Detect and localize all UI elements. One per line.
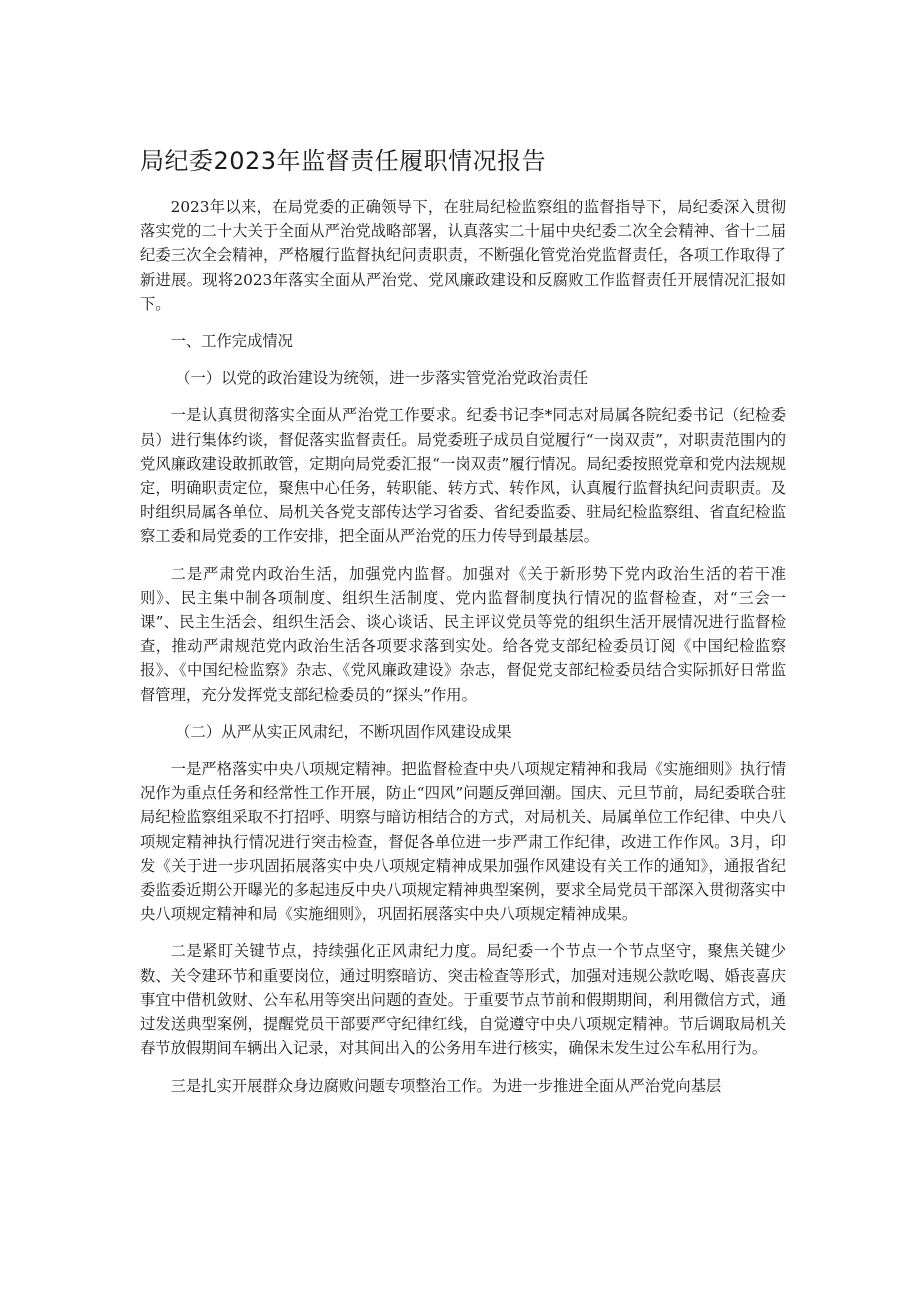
paragraph-key-nodes-discipline: 二是紧盯关键节点，持续强化正风肃纪力度。局纪委一个节点一个节点坚守，聚焦关键少数、关令建环节和重要岗位，通过明察暗访、突击检查等形式，加强对违规公款吃喝、婚丧喜庆事宜中借机敛财、公车私用等突出问题的查处。于重要节点节前和假期期间，利用微信方式，通过发送典型案例，提醒党员干部要严守纪律红线，自觉遵守中央八项规定精神。节后调取局机关春节放假期间车辆出入记录，对其间出入的公务用车进行核实，确保未发生过公车私用行为。 [140,942,786,1058]
intro-paragraph: 2023年以来，在局党委的正确领导下，在驻局纪检监察组的监督指导下，局纪委深入贯彻落实党的二十大关于全面从严治党战略部署，认真落实二十届中央纪委二次全会精神、省十二届纪委三次全会精神，严格履行监督执纪问责职责，不断强化管党治党监督责任，各项工作取得了新进展。现将2023年落实全面从严治党、党风廉政建设和反腐败工作监督责任开展情况汇报如下。 [140,198,786,313]
document-body [140,195,786,1098]
paragraph-grassroots-corruption-rectification: 三是扎实开展群众身边腐败问题专项整治工作。为进一步推进全面从严治党向基层 [170,1076,722,1095]
paragraph-eight-point-rules: 一是严格落实中央八项规定精神。把监督检查中央八项规定精神和我局《实施细则》执行情况作为重点任务和经常性工作开展，防止“四风”问题反弹回潮。国庆、元旦节前，局纪委联合驻局纪检监察组采取不打招呼、明察与暗访相结合的方式，对局机关、局属单位工作纪律、中央八项规定精神执行情况进行突击检查，督促各单位进一步严肃工作纪律，改进工作作风。3月，印发《关于进一步巩固拓展落实中央八项规定精神成果加强作风建设有关工作的通知》，通报省纪委监委近期公开曝光的多起违反中央八项规定精神典型案例，要求全局党员干部深入贯彻落实中央八项规定精神和局《实施细则》，巩固拓展落实中央八项规定精神成果。 [140,760,786,924]
section-heading-work-completion: 一、工作完成情况 [170,332,293,351]
subsection-heading-work-style: （二）从严从实正风肃纪，不断巩固作风建设成果 [175,722,512,741]
paragraph-party-discipline-requirements: 一是认真贯彻落实全面从严治党工作要求。纪委书记李*同志对局属各院纪委书记（纪检委员）进行集体约谈，督促落实监督责任。局党委班子成员自觉履行“一岗双责”，对职责范围内的党风廉政建设敢抓敢管，定期向局党委汇报“一岗双责”履行情况。局纪委按照党章和党内法规规定，明确职责定位，聚焦中心任务，转职能、转方式、转作风，认真履行监督执纪问责职责。及时组织局属各单位、局机关各党支部传达学习省委、省纪委监委、驻局纪检监察组、省直纪检监察工委和局党委的工作安排，把全面从严治党的压力传导到最基层。 [140,406,786,546]
paragraph-inner-party-supervision: 二是严肃党内政治生活，加强党内监督。加强对《关于新形势下党内政治生活的若干准则》、民主集中制各项制度、组织生活制度、党内监督制度执行情况的监督检查，对“三会一课”、民主生活会、组织生活会、谈心谈话、民主评议党员等党的组织生活开展情况进行监督检查，推动严肃规范党内政治生活各项要求落到实处。给各党支部纪检委员订阅《中国纪检监察报》、《中国纪检监察》杂志、《党风廉政建设》杂志，督促党支部纪检委员结合实际抓好日常监督管理，充分发挥党支部纪检委员的“探头”作用。 [140,564,786,704]
subsection-heading-political-building: （一）以党的政治建设为统领，进一步落实管党治党政治责任 [175,369,589,388]
document-title: 局纪委2023年监督责任履职情况报告 [140,147,547,175]
